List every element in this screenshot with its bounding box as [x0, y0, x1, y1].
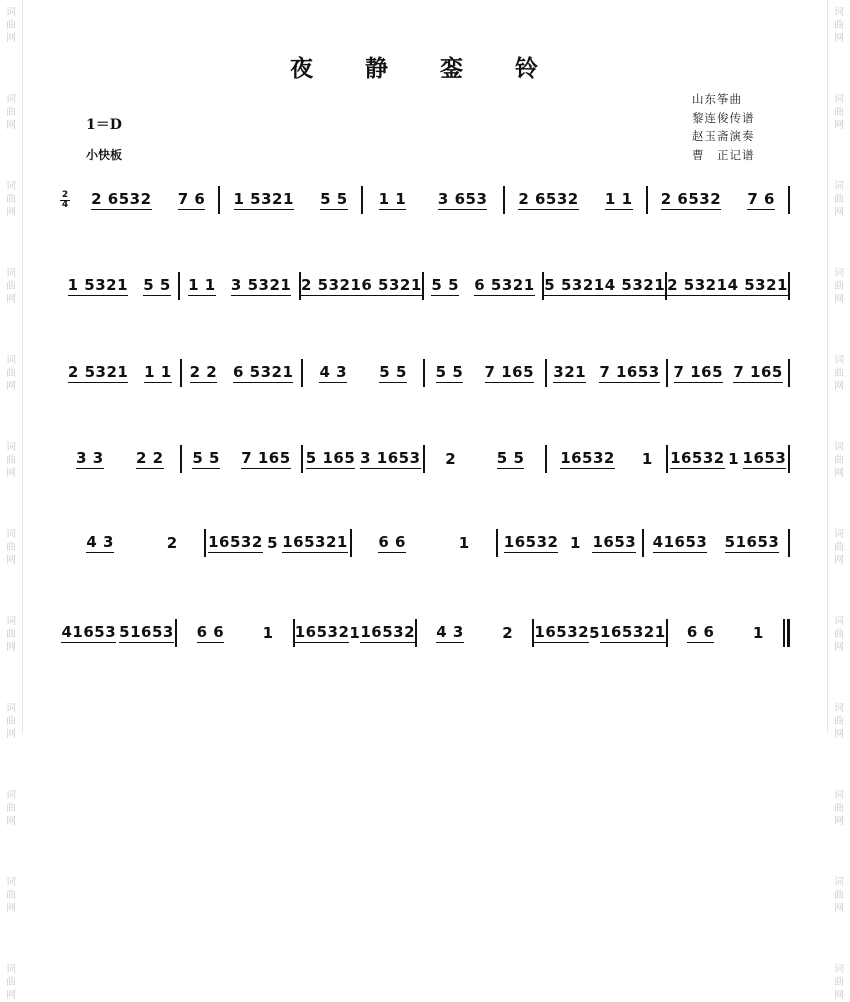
watermark-char: 曲	[834, 716, 844, 727]
watermark-char: 词	[834, 7, 844, 18]
watermark-group	[6, 6, 16, 45]
measure	[78, 187, 218, 213]
watermark-group	[834, 441, 844, 480]
note-group: 3 1653	[360, 449, 421, 467]
watermark-char: 词	[6, 964, 16, 975]
watermark-char: 网	[6, 294, 16, 305]
measure	[498, 530, 642, 556]
note-group: 2 6532	[91, 190, 152, 208]
note-group: 16532	[503, 533, 559, 551]
watermark-group	[834, 789, 844, 828]
measure	[505, 187, 645, 213]
watermark-group	[834, 180, 844, 219]
watermark-char: 词	[6, 355, 16, 366]
note-group: 5	[267, 533, 278, 552]
watermark-char: 网	[6, 33, 16, 44]
credit-performer: 赵玉斋演奏	[692, 129, 755, 143]
watermark-char: 网	[834, 468, 844, 479]
time-signature-top: 2	[61, 189, 69, 200]
note-group: 4 5321	[727, 276, 788, 294]
measure	[60, 620, 175, 646]
note-group: 3 3	[76, 449, 104, 467]
watermark-char: 词	[6, 877, 16, 888]
tempo-marking: 小快板	[86, 148, 123, 162]
note-group: 51653	[724, 533, 780, 551]
note-group: 1	[569, 533, 581, 552]
watermark-char: 词	[6, 268, 16, 279]
note-group: 6 5321	[361, 276, 422, 294]
note-group: 16532	[208, 533, 263, 551]
watermark-char: 词	[6, 616, 16, 627]
watermark-char: 曲	[6, 107, 16, 118]
note-group: 41653	[61, 623, 117, 641]
watermark-char: 曲	[834, 281, 844, 292]
measure	[424, 273, 542, 299]
watermark-char: 词	[834, 268, 844, 279]
measure	[220, 187, 360, 213]
note-group: 1653	[742, 449, 787, 467]
watermark-group	[834, 6, 844, 45]
measure	[668, 620, 783, 646]
note-group: 2	[166, 533, 178, 552]
note-group: 2 5321	[667, 276, 728, 294]
watermark-group	[6, 528, 16, 567]
barline	[788, 529, 790, 557]
watermark-char: 网	[834, 33, 844, 44]
measure	[425, 446, 545, 472]
barline	[788, 272, 790, 300]
note-group: 16532	[534, 623, 590, 641]
measure	[668, 360, 788, 386]
watermark-char: 网	[834, 555, 844, 566]
watermark-char: 曲	[834, 542, 844, 553]
watermark-char: 词	[834, 616, 844, 627]
credit-genre: 山东筝曲	[692, 92, 742, 106]
watermark-char: 网	[6, 207, 16, 218]
watermark-group	[834, 963, 844, 1002]
note-group: 1653	[592, 533, 637, 551]
note-group: 7 165	[673, 363, 724, 381]
note-group: 1 1	[378, 190, 407, 208]
watermark-char: 曲	[6, 629, 16, 640]
measure	[301, 273, 422, 299]
measure	[182, 360, 302, 386]
watermark-char: 曲	[834, 107, 844, 118]
watermark-group	[6, 789, 16, 828]
watermark-char: 词	[834, 964, 844, 975]
score-system	[60, 620, 790, 646]
note-group: 165321	[282, 533, 348, 551]
note-group: 7 1653	[599, 363, 660, 381]
credits	[692, 90, 755, 164]
watermark-group	[834, 528, 844, 567]
watermark-char: 曲	[834, 890, 844, 901]
note-group: 4 3	[319, 363, 348, 381]
watermark-char: 网	[6, 729, 16, 740]
note-group: 5	[589, 623, 601, 642]
watermark-group	[834, 702, 844, 741]
watermark-char: 网	[834, 642, 844, 653]
watermark-char: 词	[6, 703, 16, 714]
measure	[206, 530, 350, 556]
note-group: 2 2	[189, 363, 218, 381]
measure	[668, 446, 788, 472]
note-group: 5 5	[496, 449, 525, 467]
note-group: 1 1	[188, 276, 216, 294]
watermark-char: 曲	[834, 368, 844, 379]
credit-transmitted: 黎连俊传谱	[692, 110, 755, 125]
watermark-group	[6, 702, 16, 741]
note-group: 1	[752, 623, 764, 642]
watermark-char: 词	[834, 790, 844, 801]
watermark-char: 曲	[834, 20, 844, 31]
note-group: 7 165	[484, 363, 535, 381]
note-group: 1	[728, 449, 740, 468]
watermark-char: 曲	[6, 368, 16, 379]
watermark-char: 词	[6, 442, 16, 453]
score-system	[60, 446, 790, 472]
note-group: 16532	[294, 623, 350, 641]
note-group: 1 5321	[233, 190, 294, 208]
score-system	[60, 273, 790, 299]
note-group: 3 653	[437, 190, 488, 208]
watermark-char: 曲	[6, 890, 16, 901]
watermark-left	[0, 0, 23, 1001]
watermark-char: 网	[834, 381, 844, 392]
watermark-group	[6, 615, 16, 654]
watermark-char: 网	[6, 816, 16, 827]
watermark-char: 网	[6, 642, 16, 653]
watermark-group	[6, 93, 16, 132]
watermark-group	[834, 615, 844, 654]
note-group: 6 5321	[474, 276, 535, 294]
watermark-char: 曲	[6, 281, 16, 292]
watermark-char: 词	[834, 529, 844, 540]
note-group: 41653	[652, 533, 708, 551]
note-group: 4 5321	[604, 276, 666, 294]
watermark-char: 曲	[834, 194, 844, 205]
watermark-group	[6, 963, 16, 1002]
watermark-group	[6, 180, 16, 219]
score-system	[60, 360, 790, 386]
note-group: 7 6	[177, 190, 206, 208]
note-group: 6 6	[686, 623, 715, 641]
watermark-char: 词	[6, 181, 16, 192]
credit-notation: 曹 正记谱	[692, 147, 755, 162]
note-group: 16532	[360, 623, 416, 641]
measure	[547, 360, 667, 386]
note-group: 5 5	[320, 190, 348, 208]
note-group: 2 2	[135, 449, 164, 467]
note-group: 6 6	[196, 623, 225, 641]
note-group: 2 5321	[67, 363, 129, 381]
note-group: 5 5321	[544, 276, 605, 294]
note-group: 6 5321	[233, 363, 294, 381]
watermark-char: 网	[6, 468, 16, 479]
watermark-char: 词	[834, 442, 844, 453]
note-group: 2	[445, 449, 457, 468]
watermark-group	[834, 267, 844, 306]
watermark-char: 网	[6, 555, 16, 566]
watermark-char: 词	[834, 94, 844, 105]
measure	[648, 187, 788, 213]
note-group: 1	[458, 533, 470, 552]
note-group: 1 1	[604, 190, 633, 208]
score-title: 夜 静 銮 铃	[289, 55, 561, 82]
note-group: 5 5	[379, 363, 407, 381]
watermark-char: 网	[834, 816, 844, 827]
note-group: 1 5321	[67, 276, 129, 294]
watermark-char: 网	[834, 207, 844, 218]
note-group: 2 6532	[660, 190, 722, 208]
note-group: 2	[502, 623, 514, 642]
watermark-char: 网	[6, 381, 16, 392]
measure	[295, 620, 415, 646]
measure	[303, 446, 423, 472]
measure	[303, 360, 423, 386]
note-group: 2 5321	[300, 276, 362, 294]
watermark-char: 词	[6, 7, 16, 18]
note-group: 1 1	[144, 363, 172, 381]
watermark-group	[834, 93, 844, 132]
final-barline	[783, 619, 790, 647]
watermark-char: 曲	[6, 542, 16, 553]
note-group: 4 3	[86, 533, 114, 551]
note-group: 4 3	[436, 623, 464, 641]
note-group: 16532	[560, 449, 615, 467]
watermark-char: 曲	[6, 716, 16, 727]
measure	[417, 620, 532, 646]
watermark-char: 曲	[834, 803, 844, 814]
score-system	[60, 187, 790, 213]
note-group: 5 5	[431, 276, 460, 294]
watermark-char: 词	[834, 877, 844, 888]
measure	[352, 530, 496, 556]
watermark-char: 网	[834, 903, 844, 914]
note-group: 165321	[600, 623, 666, 641]
watermark-char: 曲	[834, 455, 844, 466]
measure	[177, 620, 292, 646]
watermark-char: 词	[6, 790, 16, 801]
note-group: 7 6	[747, 190, 775, 208]
barline	[788, 445, 790, 473]
measure	[547, 446, 667, 472]
measure	[667, 273, 788, 299]
measure	[182, 446, 302, 472]
watermark-group	[834, 876, 844, 915]
watermark-char: 网	[6, 903, 16, 914]
note-group: 6 6	[378, 533, 406, 551]
measure	[425, 360, 545, 386]
watermark-right	[827, 0, 850, 1001]
score-system	[60, 530, 790, 556]
barline	[788, 186, 790, 214]
watermark-char: 词	[834, 703, 844, 714]
watermark-char: 网	[834, 120, 844, 131]
note-group: 5 5	[192, 449, 220, 467]
watermark-char: 网	[834, 990, 844, 1001]
time-signature	[60, 191, 70, 210]
measure	[644, 530, 788, 556]
note-group: 2 6532	[518, 190, 579, 208]
note-group: 5 5	[143, 276, 171, 294]
note-group: 1	[262, 623, 274, 642]
note-group: 1	[641, 449, 653, 468]
watermark-char: 曲	[834, 977, 844, 988]
note-group: 7 165	[241, 449, 291, 467]
measure	[363, 187, 503, 213]
watermark-group	[834, 354, 844, 393]
watermark-char: 词	[834, 181, 844, 192]
measure	[180, 273, 298, 299]
measure	[60, 446, 180, 472]
measure	[60, 360, 180, 386]
measure	[60, 273, 178, 299]
watermark-char: 网	[834, 729, 844, 740]
watermark-char: 曲	[6, 803, 16, 814]
watermark-char: 网	[6, 990, 16, 1001]
watermark-char: 网	[6, 120, 16, 131]
watermark-group	[6, 267, 16, 306]
note-group: 1	[349, 623, 361, 642]
watermark-group	[6, 876, 16, 915]
watermark-char: 曲	[6, 455, 16, 466]
note-group: 51653	[119, 623, 174, 641]
key-signature: 1＝D	[86, 117, 122, 133]
watermark-char: 曲	[6, 977, 16, 988]
watermark-char: 曲	[6, 20, 16, 31]
watermark-char: 词	[6, 529, 16, 540]
note-group: 321	[553, 363, 587, 381]
note-group: 3 5321	[230, 276, 292, 294]
note-group: 7 165	[733, 363, 783, 381]
note-group: 5 165	[305, 449, 356, 467]
note-group: 5 5	[435, 363, 464, 381]
watermark-char: 曲	[834, 629, 844, 640]
watermark-group	[6, 441, 16, 480]
measure	[544, 273, 665, 299]
watermark-char: 曲	[6, 194, 16, 205]
watermark-char: 词	[6, 94, 16, 105]
measure	[534, 620, 665, 646]
barline	[788, 359, 790, 387]
watermark-char: 网	[834, 294, 844, 305]
time-signature-bottom: 4	[61, 199, 69, 210]
watermark-char: 词	[834, 355, 844, 366]
watermark-group	[6, 354, 16, 393]
note-group: 16532	[670, 449, 725, 467]
measure	[60, 530, 204, 556]
